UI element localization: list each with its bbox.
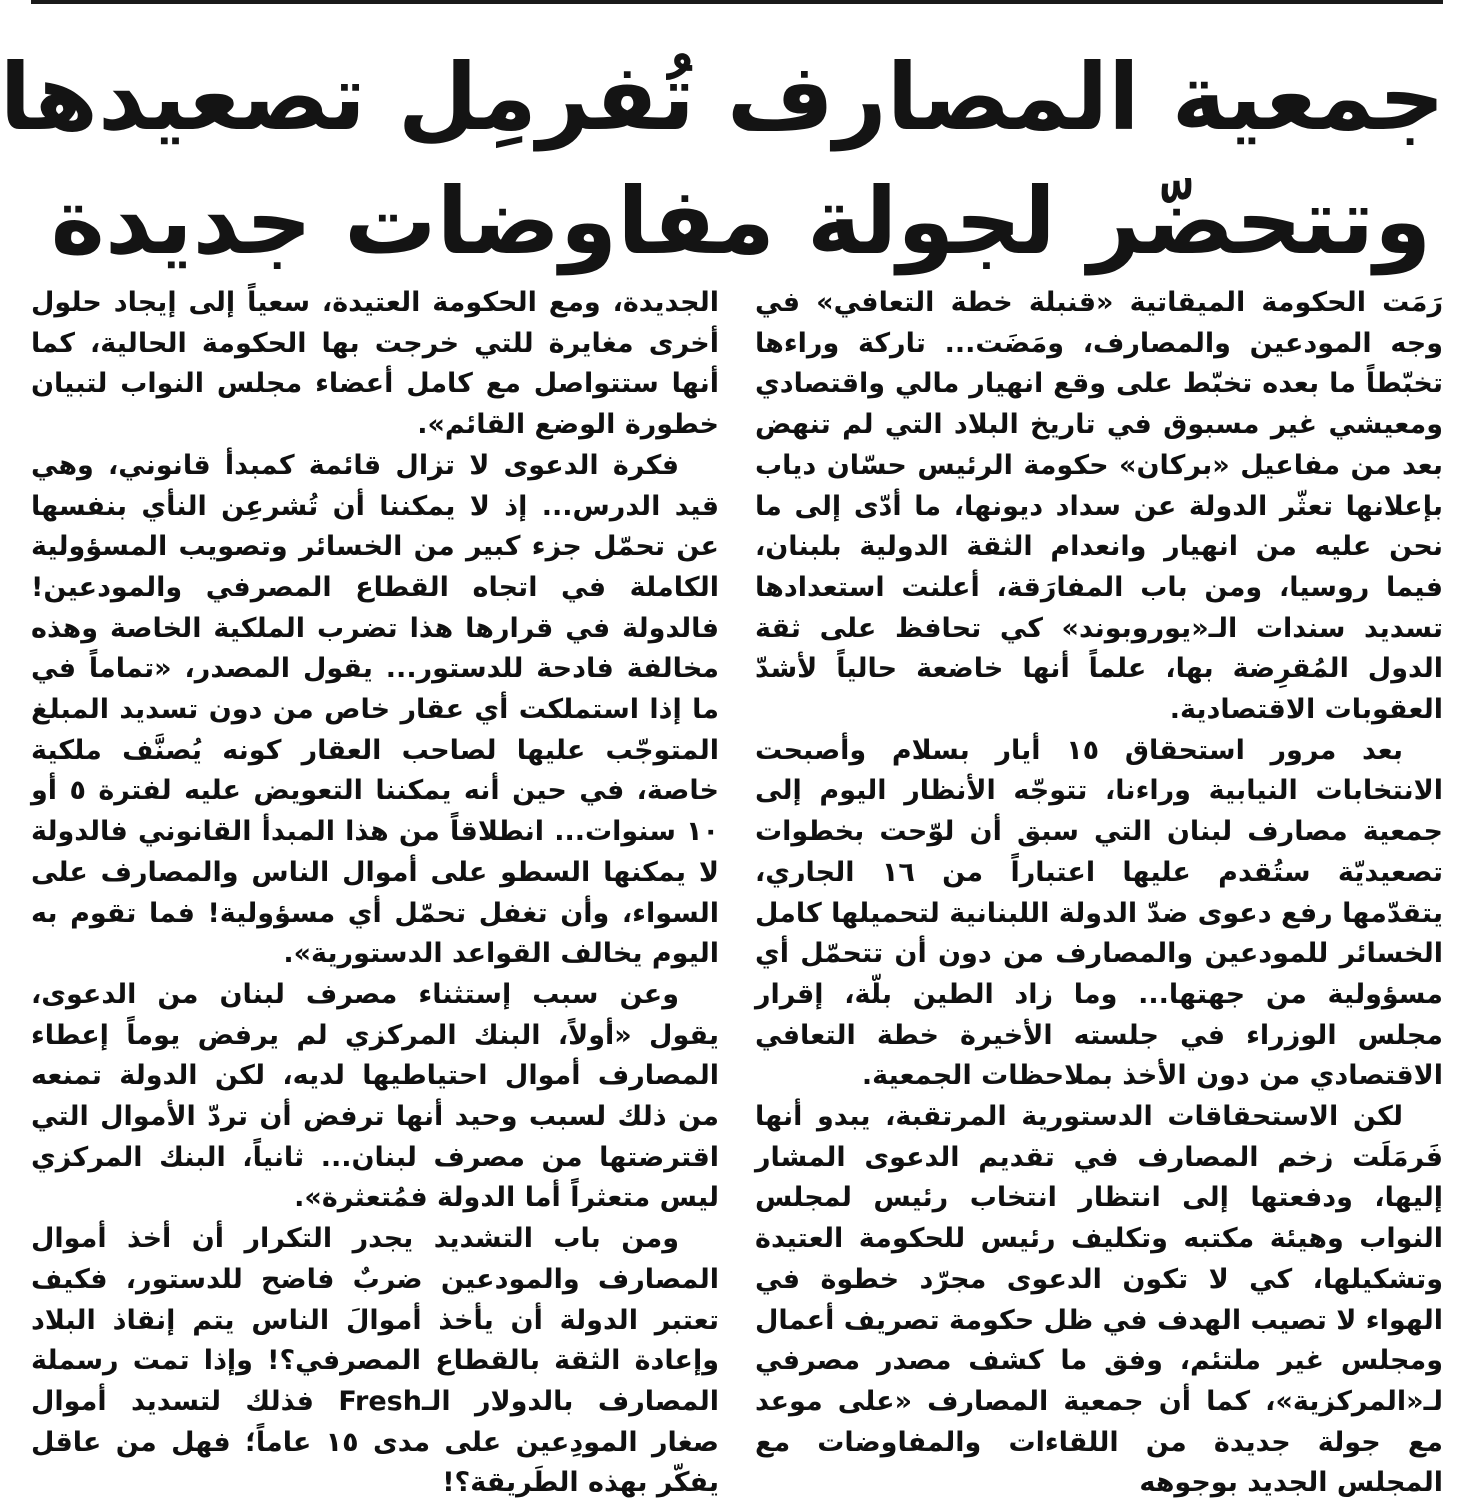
paragraph: فكرة الدعوى لا تزال قائمة كمبدأ قانوني، وهي قيد الدرس... إذ لا يمكننا أن تُشرعِن النأي بنفسها عن تحمّل جزء كبير من الخسائر وتصويب المسؤولية الكاملة في اتجاه القطاع المصرفي والمودعين! فالدولة في قرارها هذا تضرب الملكية الخاصة وهذه مخالفة فادحة للدستور... يقول المصدر، «تماماً في ما إذا استملكت أي عقار خاص من دون تسديد المبلغ المتوجّب عليها لصاحب العقار كونه يُصنَّف ملكية خاصة، في حين أنه يمكننا التعويض عليه لفترة ٥ أو ١٠ سنوات... انطلاقاً من هذا المبدأ القانوني فالدولة لا يمكنها السطو على أموال الناس والمصارف على السواء، وأن تغفل تحمّل أي مسؤولية! فما تقوم به اليوم يخالف القواعد الدستورية». — [31, 449, 719, 970]
paragraph: رَمَت الحكومة الميقاتية «قنبلة خطة التعافي» في وجه المودعين والمصارف، ومَضَت... تاركة وراءها تخبّطاً ما بعده تخبّط على وقع انهيار مالي واقتصادي ومعيشي غير مسبوق في تاريخ البلاد التي لم تنهض بعد من مفاعيل «بركان» حكومة الرئيس حسّان دياب بإعلانها تعثّر الدولة عن سداد ديونها، ما أدّى إلى ما نحن عليه من انهيار وانعدام الثقة الدولية بلبنان، فيما روسيا، ومن باب المفارَقة، أعلنت استعدادها تسديد سندات الـ«يوروبوند» كي تحافظ على ثقة الدول المُقرِضة بها، علماً أنها خاضعة حالياً لأشدّ العقوبات الاقتصادية. — [755, 287, 1443, 726]
article-body — [7, 283, 1475, 1499]
paragraph: بعد مرور استحقاق ١٥ أيار بسلام وأصبحت الانتخابات النيابية وراءنا، تتوجّه الأنظار اليوم إلى جمعية مصارف لبنان التي سبق أن لوّحت بخطوات تصعيديّة ستُقدم عليها اعتباراً من ١٦ الجاري، يتقدّمها رفع دعوى ضدّ الدولة اللبنانية لتحميلها كامل الخسائر للمودعين والمصارف من دون أن تتحمّل أي مسؤولية من جهتها... وما زاد الطين بلّة، إقرار مجلس الوزراء في جلسته الأخيرة خطة التعافي الاقتصادي من دون الأخذ بملاحظات الجمعية. — [755, 734, 1443, 1092]
headline-line-2: وتتحضّر لجولة مفاوضات جديدة — [50, 168, 1432, 275]
paragraph: وعن سبب إستثناء مصرف لبنان من الدعوى، يقول «أولاً، البنك المركزي لم يرفض يوماً إعطاء المصارف أموال احتياطيها لديه، لكن الدولة تمنعه من ذلك لسبب وحيد أنها ترفض أن تردّ الأموال التي اقترضتها من مصرف لبنان... ثانياً، البنك المركزي ليس متعثراً أما الدولة فمُتعثرة». — [31, 978, 719, 1214]
article-column-right — [755, 283, 1443, 1499]
article-column-left — [31, 283, 719, 1499]
headline-line-1: جمعية المصارف تُفرمِل تصعيدها — [0, 44, 1445, 151]
headline — [0, 36, 1445, 284]
paragraph: الجديدة، ومع الحكومة العتيدة، سعياً إلى إيجاد حلول أخرى مغايرة للتي خرجت بها الحكومة الحالية، كما أنها ستتواصل مع كامل أعضاء مجلس النواب لتبيان خطورة الوضع القائم». — [31, 287, 719, 441]
top-rule — [31, 0, 1443, 4]
paragraph: لكن الاستحقاقات الدستورية المرتقبة، يبدو أنها فَرمَلَت زخم المصارف في تقديم الدعوى المشار إليها، ودفعتها إلى انتظار انتخاب رئيس لمجلس النواب وهيئة مكتبه وتكليف رئيس للحكومة العتيدة وتشكيلها، كي لا تكون الدعوى مجرّد خطوة في الهواء لا تصيب الهدف في ظل حكومة تصريف أعمال ومجلس غير ملتئم، وفق ما كشف مصدر مصرفي لـ«المركزية»، كما أن جمعية المصارف «على موعد مع جولة جديدة من اللقاءات والمفاوضات مع المجلس الجديد بوجوهه — [755, 1101, 1443, 1499]
paragraph: ومن باب التشديد يجدر التكرار أن أخذ أموال المصارف والمودعين ضربٌ فاضح للدستور، فكيف تعتبر الدولة أن يأخذ أموالَ الناس يتم إنقاذ البلاد وإعادة الثقة بالقطاع المصرفي؟! وإذا تمت رسملة المصارف بالدولار الـFresh فذلك لتسديد أموال صغار المودِعين على مدى ١٥ عاماً؛ فهل من عاقل يفكّر بهذه الطَريقة؟! — [31, 1223, 719, 1499]
